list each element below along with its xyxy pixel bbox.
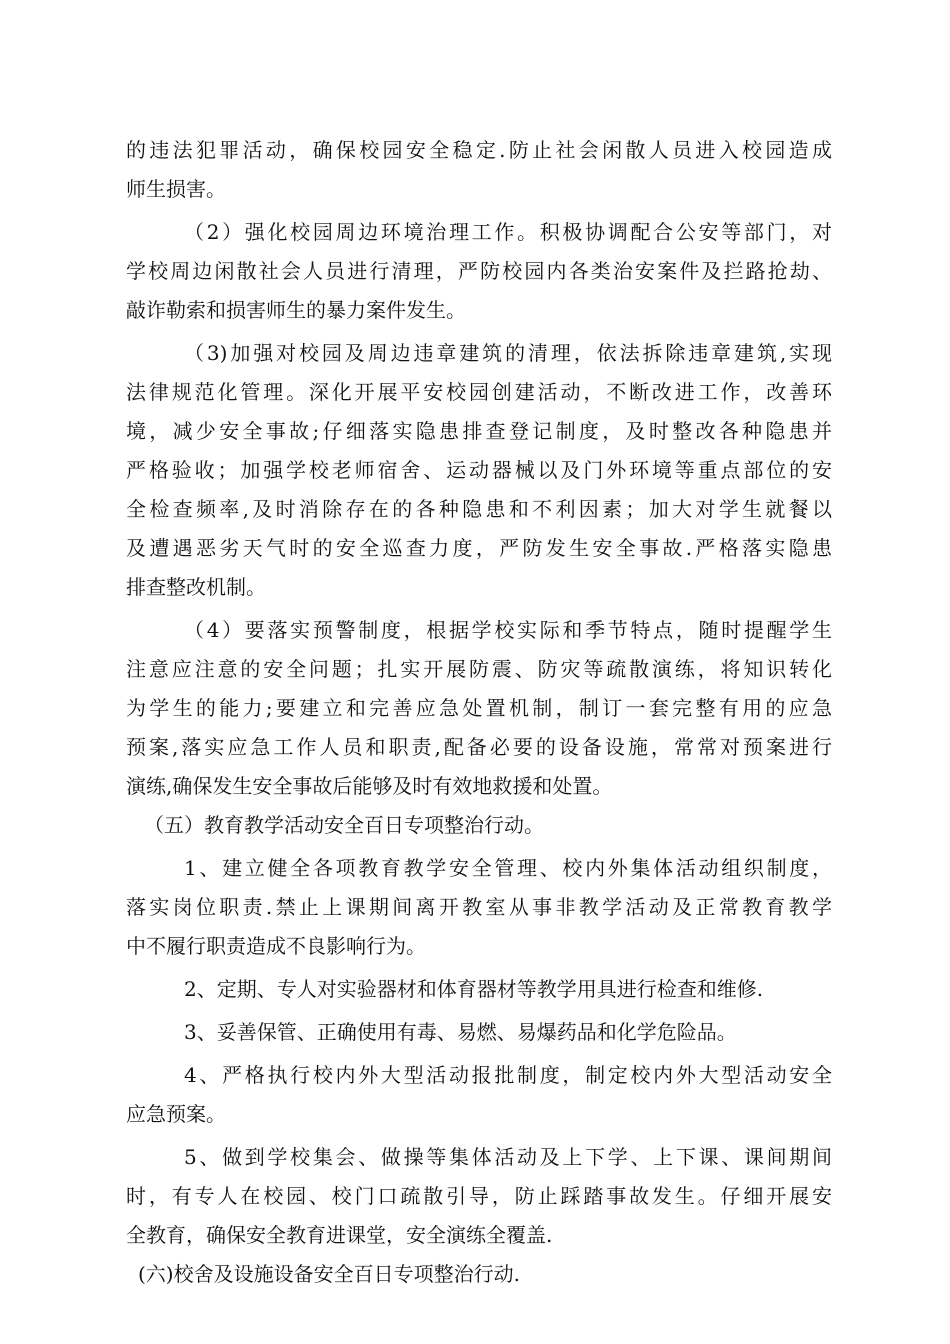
text-line: 1、建立健全各项教育教学安全管理、校内外集体活动组织制度， xyxy=(184,856,832,880)
text-line: 敲诈勒索和损害师生的暴力案件发生。 xyxy=(126,298,466,322)
text-line: 5、做到学校集会、做操等集体活动及上下学、上下课、课间期间 xyxy=(184,1145,832,1169)
text-line: 落实岗位职责.禁止上课期间离开教室从事非教学活动及正常教育教学 xyxy=(126,895,832,919)
text-line: 的违法犯罪活动，确保校园安全稳定.防止社会闲散人员进入校园造成 xyxy=(126,138,832,162)
text-line: 预案,落实应急工作人员和职责,配备必要的设备设施，常常对预案进行 xyxy=(126,735,832,759)
text-line: 师生损害。 xyxy=(126,177,226,201)
section-heading-6 xyxy=(126,1255,832,1294)
text-line: （2）强化校园周边环境治理工作。积极协调配合公安等部门，对 xyxy=(184,220,832,244)
text-line: （3)加强对校园及周边违章建筑的清理，依法拆除违章建筑,实现 xyxy=(184,341,832,365)
paragraph-item-2 xyxy=(126,213,832,330)
text-line: 中不履行职责造成不良影响行为。 xyxy=(126,934,426,958)
text-line: 法律规范化管理。深化开展平安校园创建活动，不断改进工作，改善环 xyxy=(126,380,832,404)
section-heading: （五）教育教学活动安全百日专项整治行动。 xyxy=(144,813,544,837)
text-line: 演练,确保发生安全事故后能够及时有效地救援和处置。 xyxy=(126,774,613,798)
text-line: 全检查频率,及时消除存在的各种隐患和不利因素；加大对学生就餐以 xyxy=(126,497,832,521)
text-line: 注意应注意的安全问题；扎实开展防震、防灾等疏散演练，将知识转化 xyxy=(126,657,832,681)
paragraph-1-cont xyxy=(126,131,832,209)
text-line: （4）要落实预警制度，根据学校实际和季节特点，随时提醒学生 xyxy=(184,618,832,642)
text-line: 全教育，确保安全教育进课堂，安全演练全覆盖. xyxy=(126,1223,553,1247)
text-line: 时，有专人在校园、校门口疏散引导，防止踩踏事故发生。仔细开展安 xyxy=(126,1184,832,1208)
paragraph-rule-3 xyxy=(126,1013,832,1052)
paragraph-item-4 xyxy=(126,611,832,806)
text-line: 3、妥善保管、正确使用有毒、易燃、易爆药品和化学危险品。 xyxy=(184,1020,737,1044)
text-line: 4、严格执行校内外大型活动报批制度，制定校内外大型活动安全 xyxy=(184,1063,832,1087)
paragraph-item-3 xyxy=(126,334,832,607)
text-line: 为学生的能力;要建立和完善应急处置机制，制订一套完整有用的应急 xyxy=(126,696,832,720)
paragraph-rule-4 xyxy=(126,1056,832,1134)
paragraph-rule-5 xyxy=(126,1138,832,1255)
text-line: 排查整改机制。 xyxy=(126,575,266,599)
document-body xyxy=(126,131,832,1294)
text-line: 严格验收；加强学校老师宿舍、运动器械以及门外环境等重点部位的安 xyxy=(126,458,832,482)
paragraph-rule-2 xyxy=(126,970,832,1009)
paragraph-rule-1 xyxy=(126,849,832,966)
section-heading: (六)校舍及设施设备安全百日专项整治行动. xyxy=(138,1262,520,1286)
section-heading-5 xyxy=(126,806,832,845)
text-line: 2、定期、专人对实验器材和体育器材等教学用具进行检查和维修. xyxy=(184,977,764,1001)
text-line: 及遭遇恶劣天气时的安全巡查力度，严防发生安全事故.严格落实隐患 xyxy=(126,536,832,560)
text-line: 境，减少安全事故;仔细落实隐患排查登记制度，及时整改各种隐患并 xyxy=(126,419,832,443)
text-line: 应急预案。 xyxy=(126,1102,226,1126)
text-line: 学校周边闲散社会人员进行清理，严防校园内各类治安案件及拦路抢劫、 xyxy=(126,259,832,283)
